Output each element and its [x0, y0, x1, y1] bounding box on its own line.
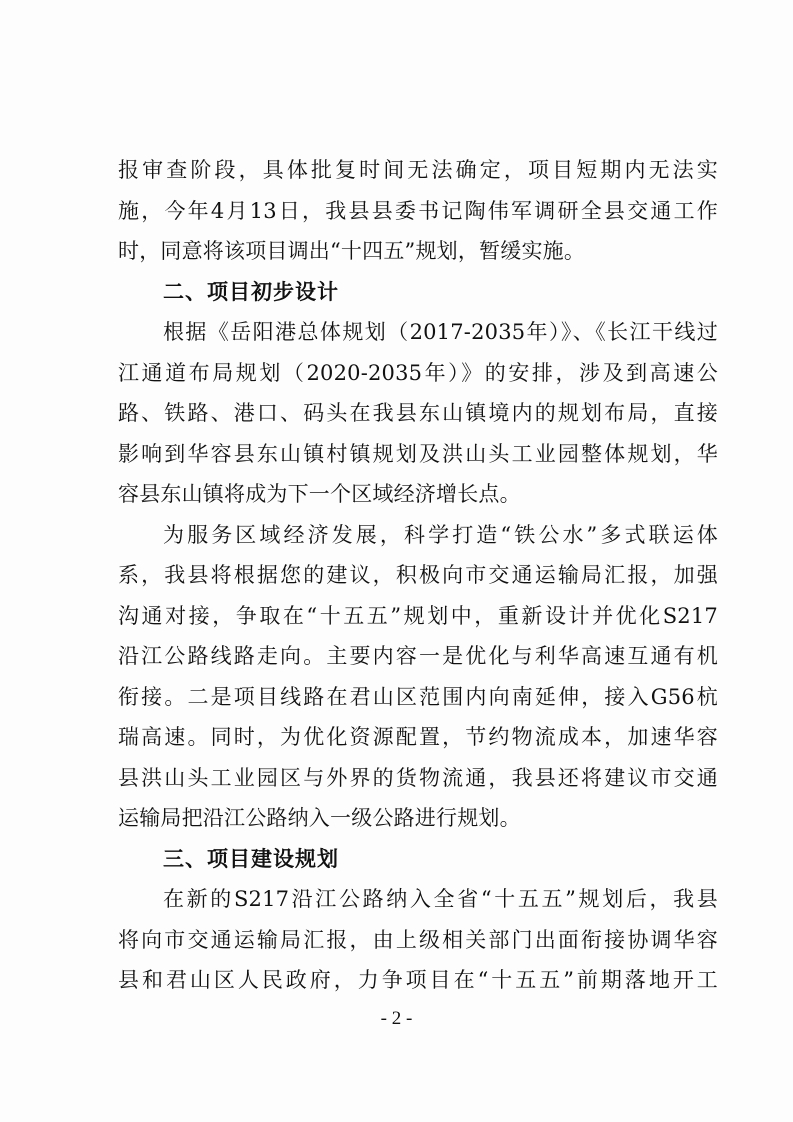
text-line: 在新的S217沿江公路纳入全省“十五五”规划后，我县: [163, 887, 718, 911]
section-heading: 二、项目初步设计: [163, 279, 339, 304]
section-heading: 三、项目建设规划: [163, 846, 339, 871]
text-line: 瑞高速。同时，为优化资源配置，节约物流成本，加速华容: [118, 725, 718, 749]
text-line: 沿江公路线路走向。主要内容一是优化与利华高速互通有机: [118, 644, 718, 668]
body-text: [118, 150, 718, 1001]
text-line: 沟通对接，争取在“十五五”规划中，重新设计并优化S217: [118, 603, 718, 628]
text-line: 将向市交通运输局汇报，由上级相关部门出面衔接协调华容: [118, 927, 718, 952]
text-line: 根据《岳阳港总体规划（2017-2035年）》、《长江干线过: [163, 320, 718, 344]
text-line: 衔接。二是项目线路在君山区范围内向南延伸，接入G56杭: [118, 684, 718, 709]
text-line: 时，同意将该项目调出“十四五”规划，暂缓实施。: [118, 239, 586, 263]
text-line: 影响到华容县东山镇村镇规划及洪山头工业园整体规划，华: [118, 441, 718, 466]
text-line: 施，今年4月13日，我县县委书记陶伟军调研全县交通工作: [118, 198, 718, 223]
text-line: 江通道布局规划（2020-2035年）》的安排，涉及到高速公: [118, 360, 718, 385]
text-line: 运输局把沿江公路纳入一级公路进行规划。: [118, 806, 521, 830]
text-line: 为服务区域经济发展，科学打造“铁公水”多式联运体: [163, 522, 718, 547]
text-line: 县洪山头工业园区与外界的货物流通，我县还将建议市交通: [118, 765, 718, 790]
text-line: 路、铁路、港口、码头在我县东山镇境内的规划布局，直接: [118, 401, 718, 425]
text-line: 报审查阶段，具体批复时间无法确定，项目短期内无法实: [118, 158, 718, 182]
text-line: 容县东山镇将成为下一个区域经济增长点。: [118, 482, 521, 506]
page-number: - 2 -: [380, 1008, 413, 1029]
text-line: 县和君山区人民政府，力争项目在“十五五”前期落地开工: [118, 968, 718, 992]
text-line: 系，我县将根据您的建议，积极向市交通运输局汇报，加强: [118, 563, 718, 587]
